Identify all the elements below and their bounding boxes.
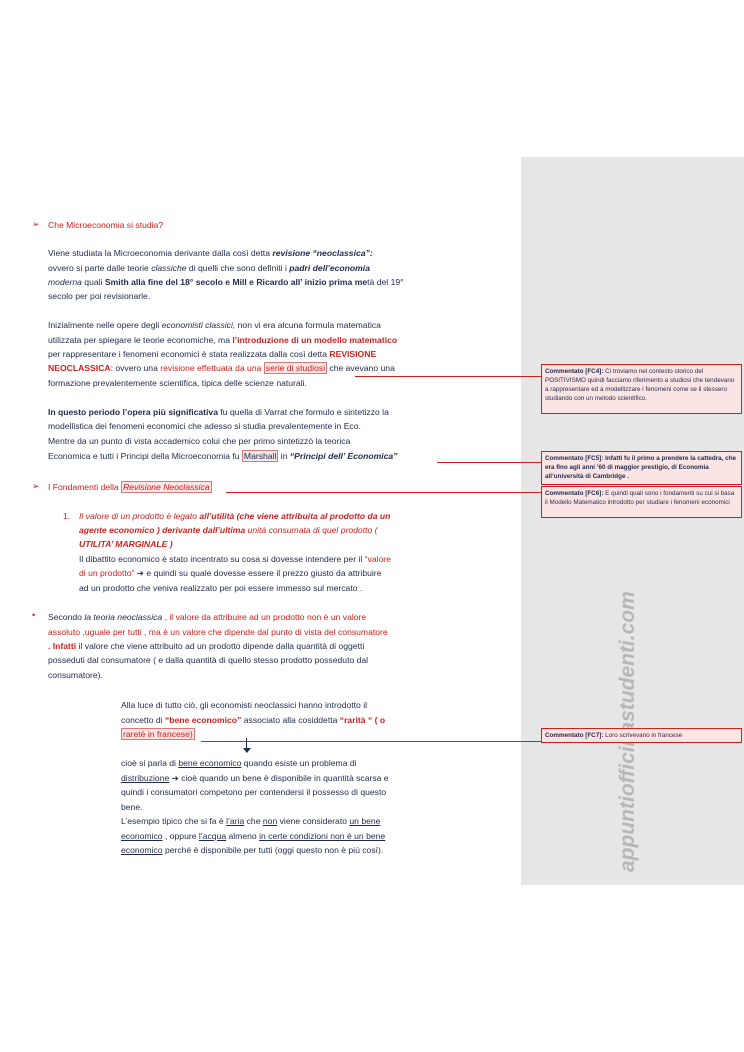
- section-title: Che Microeconomia si studia?: [48, 220, 164, 230]
- comment-fc6[interactable]: Commentato [FC6]: E quindi quali sono i fondamenti su cui si basa il Modello Matematico introdotto per studiare i fenomeni economici: [541, 486, 742, 518]
- list-line: Il dibattito economico è stato incentrato su cosa si dovesse intendere per il “valore: [79, 554, 391, 564]
- paragraph-line: In questo periodo l’opera più significativa fu quella di Varrat che formulo e sintetizzo la: [48, 407, 389, 417]
- comment-fc5[interactable]: Commentato [FC5]: Infatti fu il primo a prendere la cattedra, che era fino agli anni ’60 di maggior prestigio, di Economia all’università di Cambridge .: [541, 451, 742, 485]
- paragraph-line: modellistica dei fenomeni economici che adesso si studia prevalentemente in Eco.: [48, 421, 361, 431]
- commented-text: raretè in francese): [123, 729, 193, 739]
- list-line: ad un prodotto che veniva realizzato per poi essere immesso sul mercato .: [79, 583, 363, 593]
- paragraph-line: economico perché è disponibile per tutti (oggi questo non è più così).: [121, 845, 384, 855]
- paragraph-line: Secondo la teoria neoclassica , il valore da attribuire ad un prodotto non è un valore: [48, 612, 367, 622]
- paragraph-line: moderna quali Smith alla fine del 18° secolo e Mill e Ricardo all’ inizio prima metà del 19°: [48, 277, 404, 287]
- list-line: UTILITA’ MARGINALE ): [79, 539, 173, 549]
- paragraph-line: cioè si parla di bene economico quando esiste un problema di: [121, 758, 357, 768]
- dot-bullet: •: [32, 610, 36, 620]
- section-bullet: ➢: [32, 219, 40, 229]
- paragraph-line: bene.: [121, 802, 143, 812]
- list-line: Il valore di un prodotto è legato all’utilità (che viene attribuita al prodotto da un: [79, 511, 391, 521]
- comment-connector: [355, 376, 541, 377]
- list-number: 1.: [63, 511, 71, 521]
- paragraph-line: secolo per poi revisionarle.: [48, 291, 151, 301]
- paragraph-line: formazione prevalentemente scientifica, tipica delle scienze naturali.: [48, 378, 307, 388]
- paragraph-line: . Infatti il valore che viene attribuito ad un prodotto dipende dalla quantità di oggetti: [48, 641, 365, 651]
- comment-connector: [201, 741, 541, 742]
- comment-connector: [437, 462, 541, 463]
- paragraph-line: posseduti dal consumatore ( e dalla quantità di quello stesso prodotto posseduto dal: [48, 655, 369, 665]
- paragraph-line: quindi i consumatori competono per contendersi il possesso di questo: [121, 787, 387, 797]
- paragraph-line: Mentre da un punto di vista accademico colui che per primo sintetizzò la teorica: [48, 436, 351, 446]
- paragraph-line: Economica e tutti i Principi della Microeconomia fu Marshall in “Principi dell’ Economica”: [48, 451, 398, 461]
- paragraph-line: concetto di “bene economico” associato alla cosiddetta “rarità “ ( o: [121, 715, 386, 725]
- paragraph-line: distribuzione ➔ cioè quando un bene è disponibile in quantità scarsa e: [121, 773, 389, 783]
- paragraph-line: L’esempio tipico che si fa è l’aria che non viene considerato un bene: [121, 816, 381, 826]
- paragraph-line: NEOCLASSICA: ovvero una revisione effettuata da una serie di studiosi che avevano una: [48, 363, 395, 373]
- paragraph-line: economico , oppure l’acqua almeno in certe condizioni non è un bene: [121, 831, 386, 841]
- list-line: agente economico ) derivante dall’ultima unità consumata di quel prodotto (: [79, 525, 378, 535]
- paragraph-line: ovvero si parte dalle teorie classiche di quelli che sono definiti i padri dell’economia: [48, 263, 370, 273]
- paragraph-line: Inizialmente nelle opere degli economisti classici, non vi era alcuna formula matematica: [48, 320, 381, 330]
- paragraph-line: [121, 727, 195, 742]
- paragraph-line: consumatore).: [48, 670, 103, 680]
- commented-text: Revisione Neoclassica: [123, 482, 210, 492]
- paragraph-line: assoluto ,uguale per tutti , ma è un valore che dipende dal punto di vista del consumatore: [48, 627, 388, 637]
- comment-fc7[interactable]: Commentato [FC7]: Loro scrivevano in francese: [541, 728, 742, 743]
- commented-text: Marshall: [243, 451, 277, 461]
- commented-text: serie di studiosi: [265, 363, 326, 373]
- list-line: di un prodotto” ➔ e quindi su quale dovesse essere il prezzo giusto da attribuire: [79, 568, 382, 578]
- paragraph-line: Alla luce di tutto ciò, gli economisti neoclassici hanno introdotto il: [121, 700, 368, 710]
- comment-fc4[interactable]: Commentato [FC4]: Ci troviamo nel contesto storico del POSITIVISMO quindi facciamo riferimento a studiosi che tendevano a rappresentare ed a modellizzare i fenomeni come se li stessero studiando con un metodo scientifico.: [541, 364, 742, 414]
- section-bullet: ➢: [32, 481, 40, 491]
- paragraph-line: utilizzata per spiegare le teorie economiche, ma l’introduzione di un modello matematico: [48, 335, 398, 345]
- paragraph-line: Viene studiata la Microeconomia derivante dalla così detta revisione “neoclassica”:: [48, 248, 373, 258]
- down-arrowhead-icon: [243, 748, 251, 753]
- comment-connector: [226, 492, 541, 493]
- section-title: I Fondamenti della Revisione Neoclassica: [48, 482, 210, 492]
- paragraph-line: per rappresentare i fenomeni economici è stata realizzata dalla così detta REVISIONE: [48, 349, 377, 359]
